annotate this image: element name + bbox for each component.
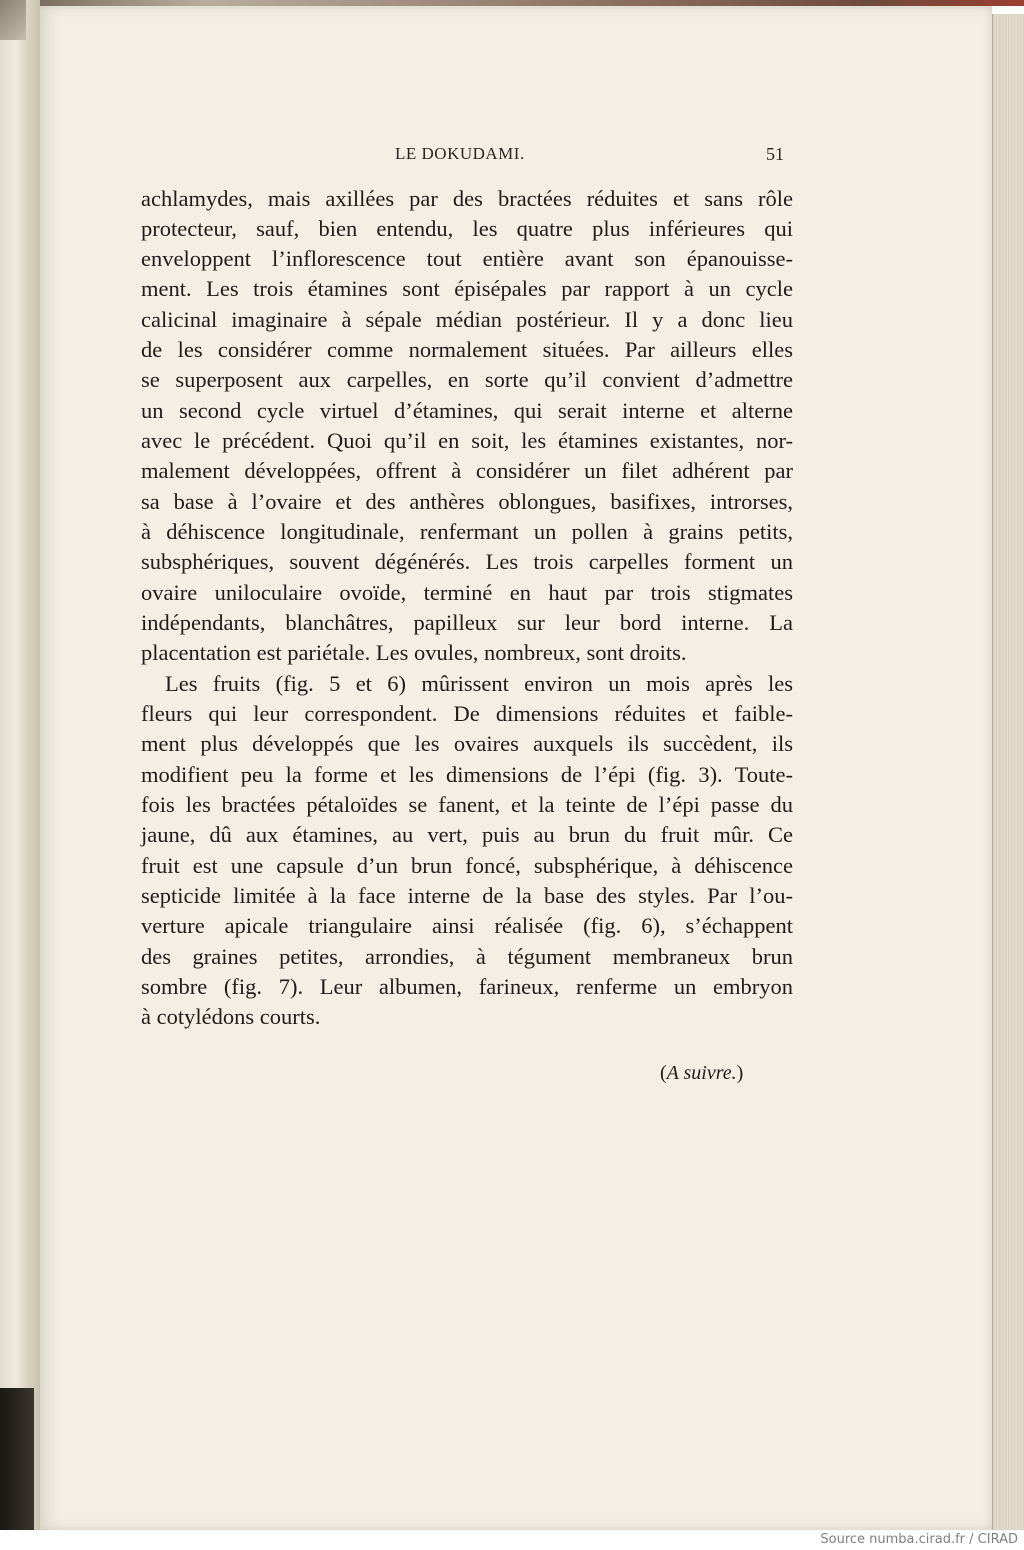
text-line: sombre (fig. 7). Leur albumen, farineux, renferme un embryon xyxy=(141,974,793,999)
text-line: achlamydes, mais axillées par des bractées réduites et sans rôle xyxy=(141,186,793,211)
text-line: protecteur, sauf, bien entendu, les quatre plus inférieures qui xyxy=(141,216,793,241)
text-line: indépendants, blanchâtres, papilleux sur leur bord interne. La xyxy=(141,610,793,635)
text-line: enveloppent l’inflorescence tout entière avant son épanouisse- xyxy=(141,246,793,271)
continuation-close-paren: ) xyxy=(736,1062,744,1084)
text-line: malement développées, offrent à considérer un filet adhérent par xyxy=(141,458,793,483)
text-line: avec le précédent. Quoi qu’il en soit, les étamines existantes, nor- xyxy=(141,428,793,453)
page-number: 51 xyxy=(766,144,784,164)
text-line: placentation est pariétale. Les ovules, nombreux, sont droits. xyxy=(141,640,687,665)
text-line: se superposent aux carpelles, en sorte qu’il convient d’admettre xyxy=(141,367,793,392)
text-line: fois les bractées pétaloïdes se fanent, et la teinte de l’épi passe du xyxy=(141,792,793,817)
text-line: ment plus développés que les ovaires auxquels ils succèdent, ils xyxy=(141,731,793,756)
text-line: de les considérer comme normalement situées. Par ailleurs elles xyxy=(141,337,793,362)
text-line: modifient peu la forme et les dimensions de l’épi (fig. 3). Toute- xyxy=(141,762,793,787)
running-title: LE DOKUDAMI. xyxy=(395,144,525,163)
text-line: ovaire uniloculaire ovoïde, terminé en haut par trois stigmates xyxy=(141,580,793,605)
continuation-open-paren: ( xyxy=(660,1062,667,1084)
text-line: fruit est une capsule d’un brun foncé, subsphérique, à déhiscence xyxy=(141,853,793,878)
binding-shadow xyxy=(0,1388,34,1530)
text-line: à cotylédons courts. xyxy=(141,1004,321,1029)
binding-corner xyxy=(0,0,26,40)
text-line: fleurs qui leur correspondent. De dimensions réduites et faible- xyxy=(141,701,793,726)
text-line: un second cycle virtuel d’étamines, qui serait interne et alterne xyxy=(141,398,793,423)
text-line: ment. Les trois étamines sont épisépales par rapport à un cycle xyxy=(141,276,793,301)
continuation-text: A suivre. xyxy=(666,1062,737,1084)
text-line: des graines petites, arrondies, à tégument membraneux brun xyxy=(141,944,793,969)
text-line: jaune, dû aux étamines, au vert, puis au brun du fruit mûr. Ce xyxy=(141,822,793,847)
text-line: Les fruits (fig. 5 et 6) mûrissent environ un mois après les xyxy=(165,671,793,696)
text-line: subsphériques, souvent dégénérés. Les trois carpelles forment un xyxy=(141,549,793,574)
page-edges xyxy=(992,14,1024,1530)
text-line: à déhiscence longitudinale, renfermant un pollen à grains petits, xyxy=(141,519,793,544)
text-line: calicinal imaginaire à sépale médian postérieur. Il y a donc lieu xyxy=(141,307,793,332)
text-line: septicide limitée à la face interne de la base des styles. Par l’ou- xyxy=(141,883,793,908)
text-line: verture apicale triangulaire ainsi réalisée (fig. 6), s’échappent xyxy=(141,913,793,938)
text-line: sa base à l’ovaire et des anthères oblongues, basifixes, introrses, xyxy=(141,489,793,514)
book-binding xyxy=(0,0,40,1530)
continuation-note xyxy=(660,1058,743,1088)
source-credit: Source numba.cirad.fr / CIRAD xyxy=(820,1532,1018,1547)
